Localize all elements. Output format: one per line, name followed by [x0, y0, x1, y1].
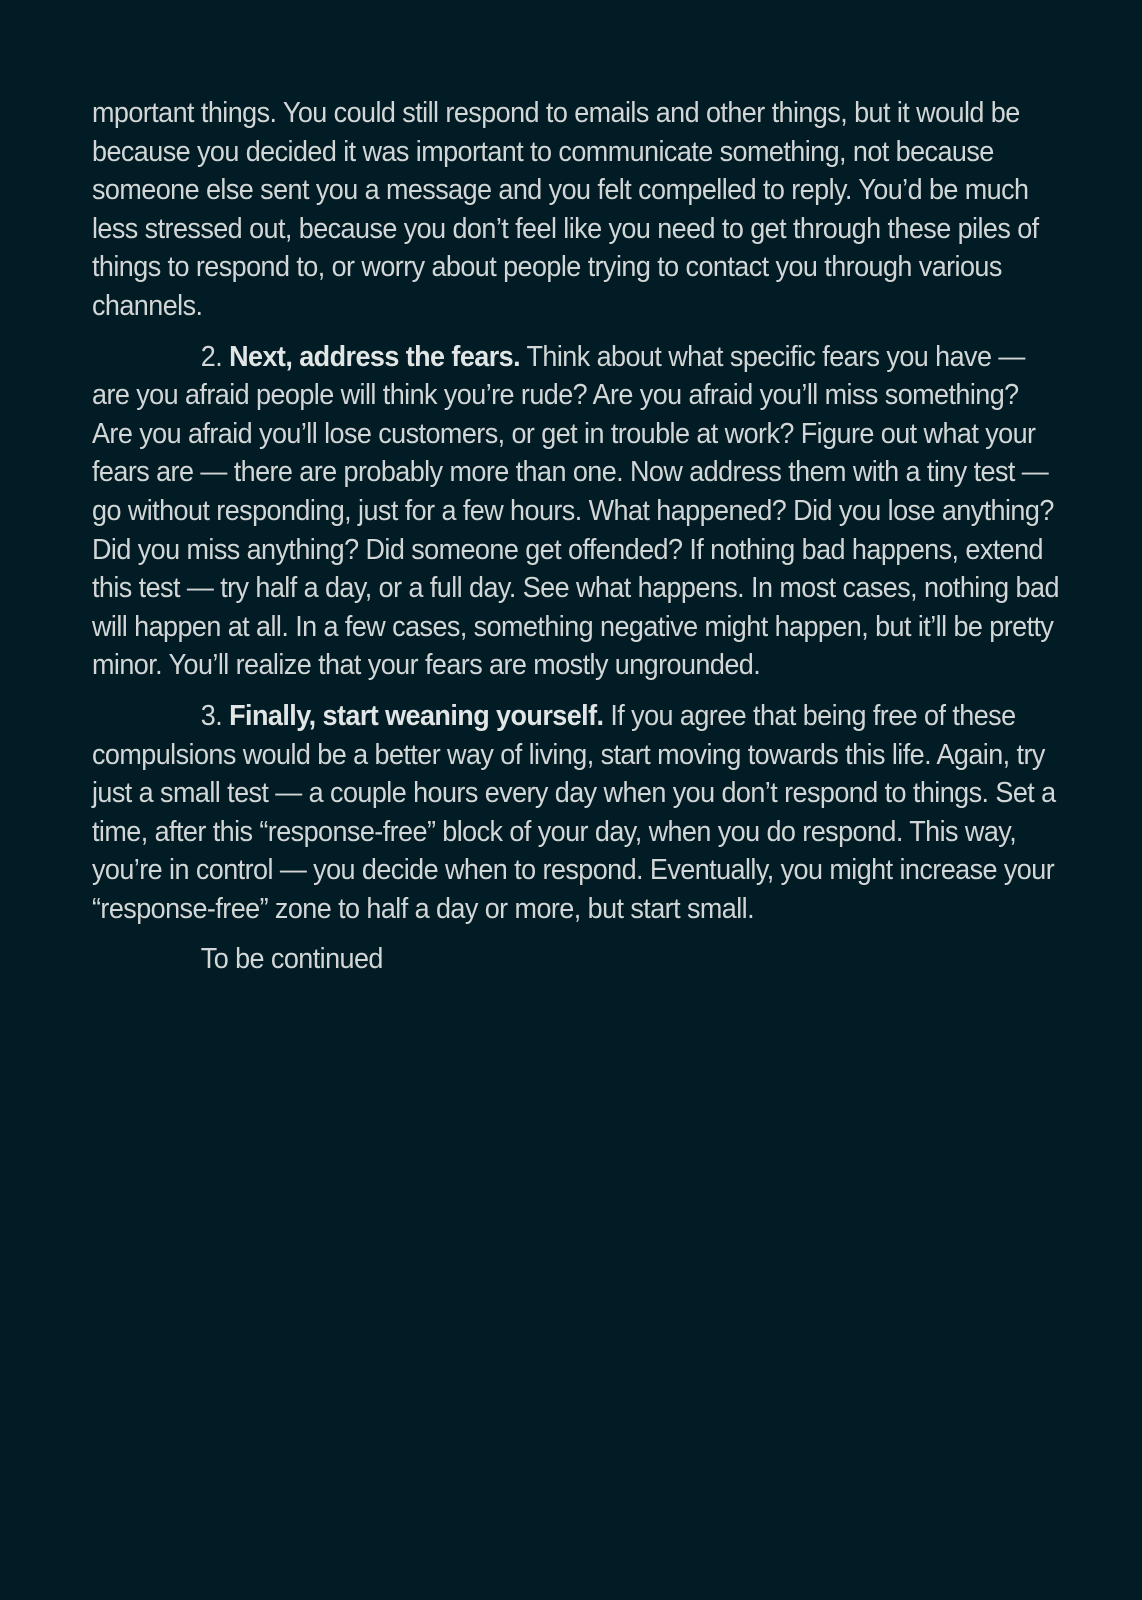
paragraph-continuation: mportant things. You could still respond to emails and other things, but it would be because you decided it was important to communicate something, not because someone else sent you a message and you felt compelled to reply. You’d be much less stressed out, because you don’t feel like you need to get through these piles of things to respond to, or worry about people trying to contact you through various channels.: [92, 97, 1039, 322]
list-item-3-body: If you agree that being free of these compulsions would be a better way of living, start moving towards this life. Again, try just a small test — a couple hours every day when you don’t respond to things. Set a time, after this “response-free” block of your day, when you do respond. This way, you’re in control — you decide when to respond. Eventually, you might increase your “response-free” zone to half a day or more, but start small.: [92, 699, 1056, 925]
list-item-2: [92, 338, 1062, 685]
list-item-3: [92, 697, 1062, 929]
list-item-3-heading: Finally, start weaning yourself.: [229, 699, 604, 732]
list-item-2-number: 2.: [200, 340, 230, 373]
list-item-3-number: 3.: [200, 699, 230, 732]
list-item-2-body: Think about what specific fears you have — are you afraid people will think you’re rude? Are you afraid you’ll miss something? Are you afraid you’ll lose customers, or get in trouble at work? Figure out what your fears are — there are probably more than one. Now address them with a tiny test — go without responding, just for a few hours. What happened? Did you lose anything? Did you miss anything? Did someone get offended? If nothing bad happens, extend this test — try half a day, or a full day. See what happens. In most cases, nothing bad will happen at all. In a few cases, something negative might happen, but it’ll be pretty minor. You’ll realize that your fears are mostly ungrounded.: [92, 340, 1059, 682]
to-be-continued: To be continued: [200, 943, 383, 976]
list-item-2-heading: Next, address the fears.: [229, 340, 521, 373]
document-body: [92, 94, 1062, 991]
